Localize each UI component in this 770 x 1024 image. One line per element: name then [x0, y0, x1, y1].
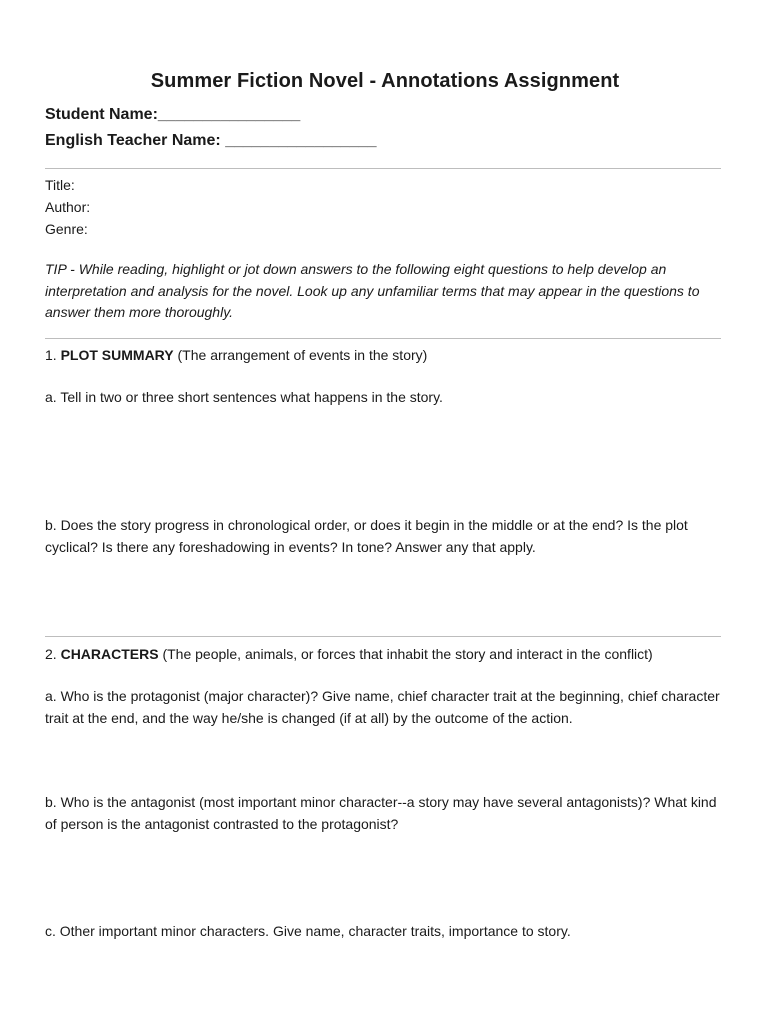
section-description: (The people, animals, or forces that inhabit the story and interact in the conflict)	[162, 646, 653, 662]
tip-paragraph: TIP - While reading, highlight or jot down answers to the following eight questions to help develop an interpretation and analysis for the novel. Look up any unfamiliar terms that may appear in the questions to answer them more thoroughly.	[45, 261, 700, 320]
book-genre-label: Genre:	[45, 221, 88, 237]
question-1b: b. Does the story progress in chronological order, or does it begin in the middle or at the end? Is the plot cyclical? Is there any foreshadowing in events? In tone? Answer any that apply.	[45, 517, 688, 555]
book-title-label: Title:	[45, 177, 75, 193]
section-description: (The arrangement of events in the story)	[177, 347, 428, 363]
section-heading-characters	[45, 644, 653, 664]
question-2c: c. Other important minor characters. Give name, character traits, importance to story.	[45, 923, 571, 939]
teacher-name-line: English Teacher Name: _________________	[45, 132, 377, 149]
student-name-line: Student Name:________________	[45, 106, 301, 123]
book-author-label: Author:	[45, 199, 91, 215]
question-2a: a. Who is the protagonist (major character)? Give name, chief character trait at the beginning, chief character trait at the end, and the way he/she is changed (if at all) by the outcome of the action.	[45, 688, 720, 726]
question-2b: b. Who is the antagonist (most important minor character--a story may have several antagonists)? What kind of person is the antagonist contrasted to the protagonist?	[45, 794, 717, 832]
page-title: Summer Fiction Novel - Annotations Assignment	[150, 70, 620, 92]
section-number: 1.	[45, 347, 57, 363]
section-title: CHARACTERS	[60, 646, 159, 662]
divider	[45, 168, 721, 169]
question-1a: a. Tell in two or three short sentences what happens in the story.	[45, 389, 443, 405]
divider	[45, 338, 721, 339]
section-number: 2.	[45, 646, 57, 662]
divider	[45, 636, 721, 637]
section-title: PLOT SUMMARY	[60, 347, 174, 363]
section-heading-plot-summary	[45, 345, 427, 365]
